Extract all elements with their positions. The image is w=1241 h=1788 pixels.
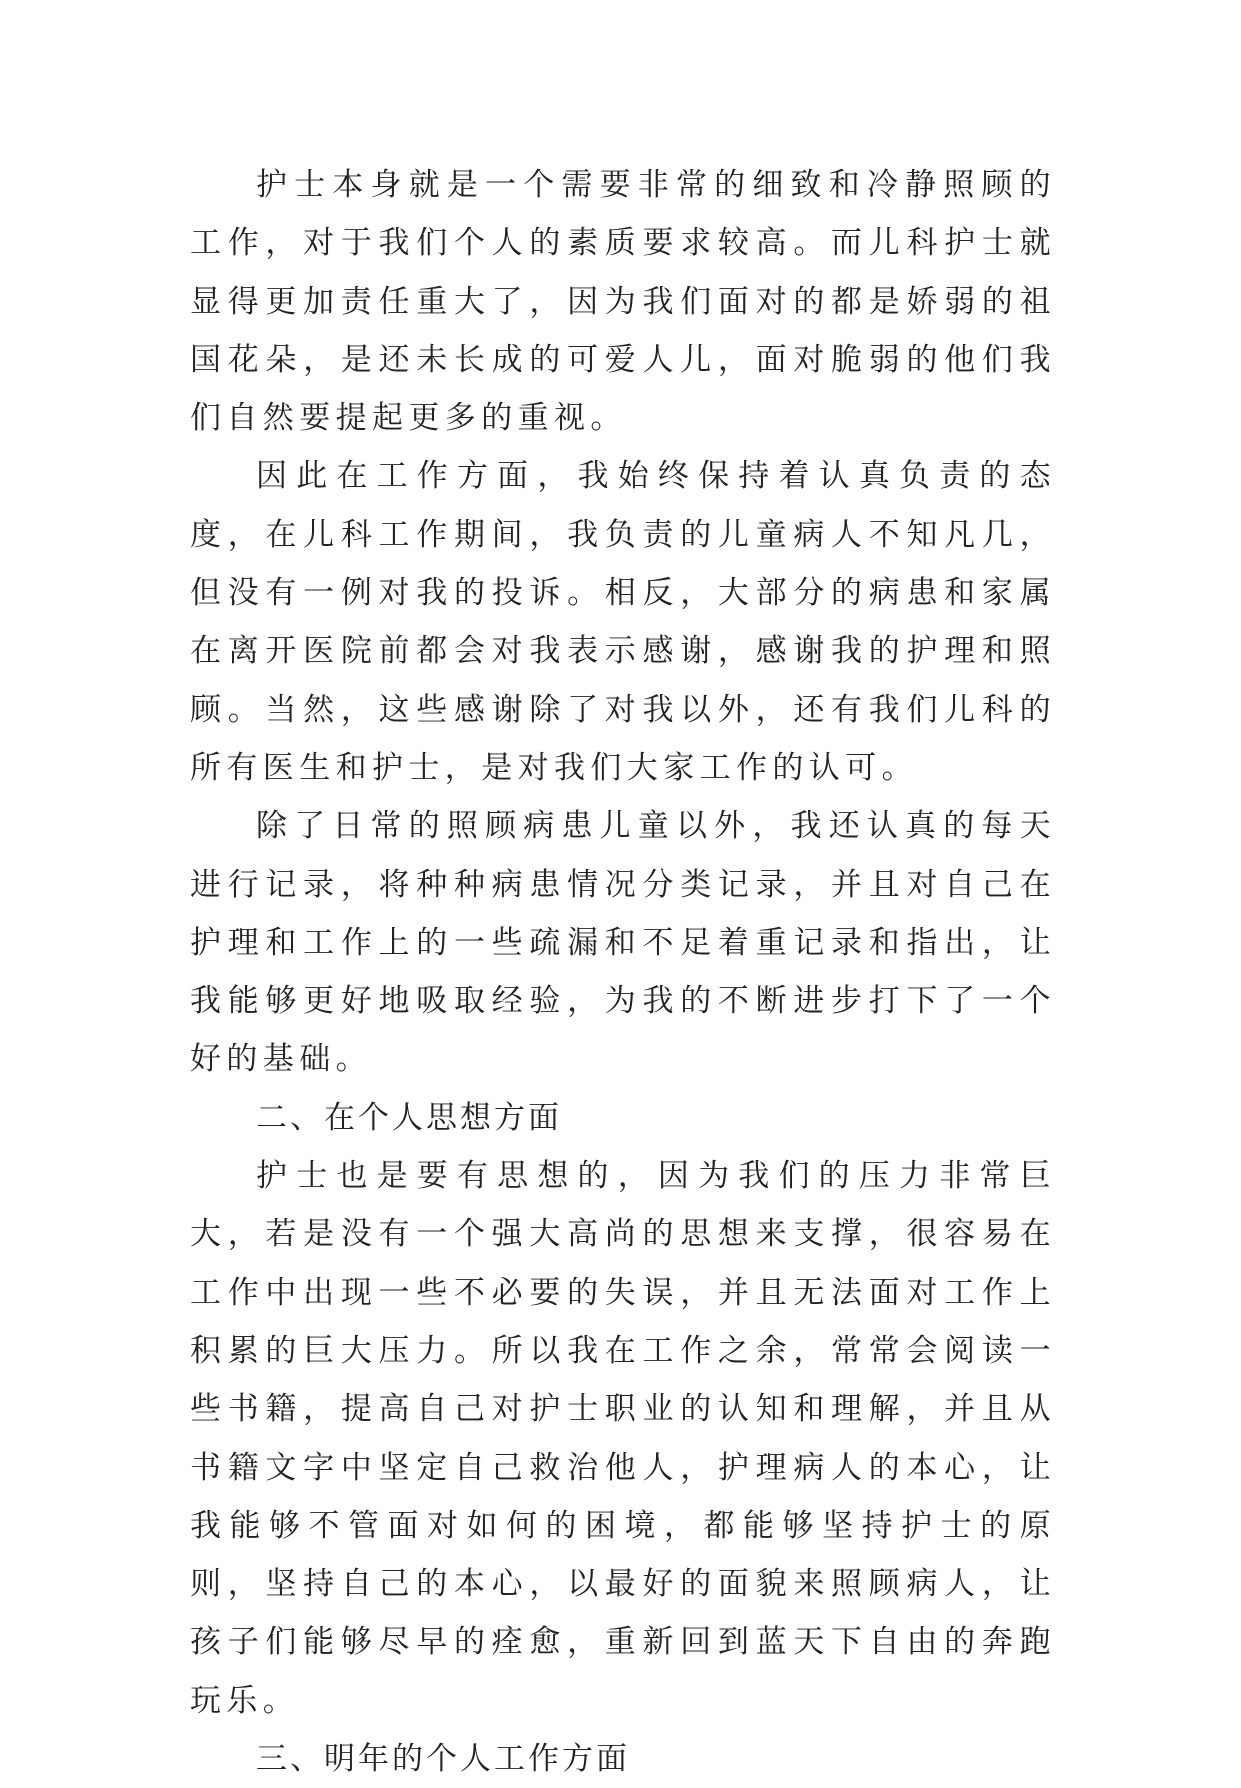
paragraph-responsibility: 护士本身就是一个需要非常的细致和冷静照顾的工作，对于我们个人的素质要求较高。而儿科护士就显得更加责任重大了，因为我们面对的都是娇弱的祖国花朵，是还未长成的可爱人儿，面对脆弱的他们我们自然要提起更多的重视。: [190, 167, 1056, 437]
paragraph-records: 除了日常的照顾病患儿童以外，我还认真的每天进行记录，将种种病患情况分类记录，并且对自己在护理和工作上的一些疏漏和不足着重记录和指出，让我能够更好地吸取经验，为我的不断进步打下了一个好的基础。: [190, 808, 1056, 1078]
section-heading-next-year: 三、明年的个人工作方面: [256, 1741, 630, 1778]
paragraph-work-attitude: 因此在工作方面，我始终保持着认真负责的态度，在儿科工作期间，我负责的儿童病人不知凡几，但没有一例对我的投诉。相反，大部分的病患和家属在离开医院前都会对我表示感谢，感谢我的护理和照顾。当然，这些感谢除了对我以外，还有我们儿科的所有医生和护士，是对我们大家工作的认可。: [190, 458, 1056, 786]
paragraph-thought: 护士也是要有思想的，因为我们的压力非常巨大，若是没有一个强大高尚的思想来支撑，很容易在工作中出现一些不必要的失误，并且无法面对工作上积累的巨大压力。所以我在工作之余，常常会阅读一些书籍，提高自己对护士职业的认知和理解，并且从书籍文字中坚定自己救治他人，护理病人的本心，让我能够不管面对如何的困境，都能够坚持护士的原则，坚持自己的本心，以最好的面貌来照顾病人，让孩子们能够尽早的痊愈，重新回到蓝天下自由的奔跑玩乐。: [190, 1158, 1056, 1719]
document-page: [190, 156, 1056, 1788]
section-heading-thought: 二、在个人思想方面: [256, 1099, 562, 1136]
